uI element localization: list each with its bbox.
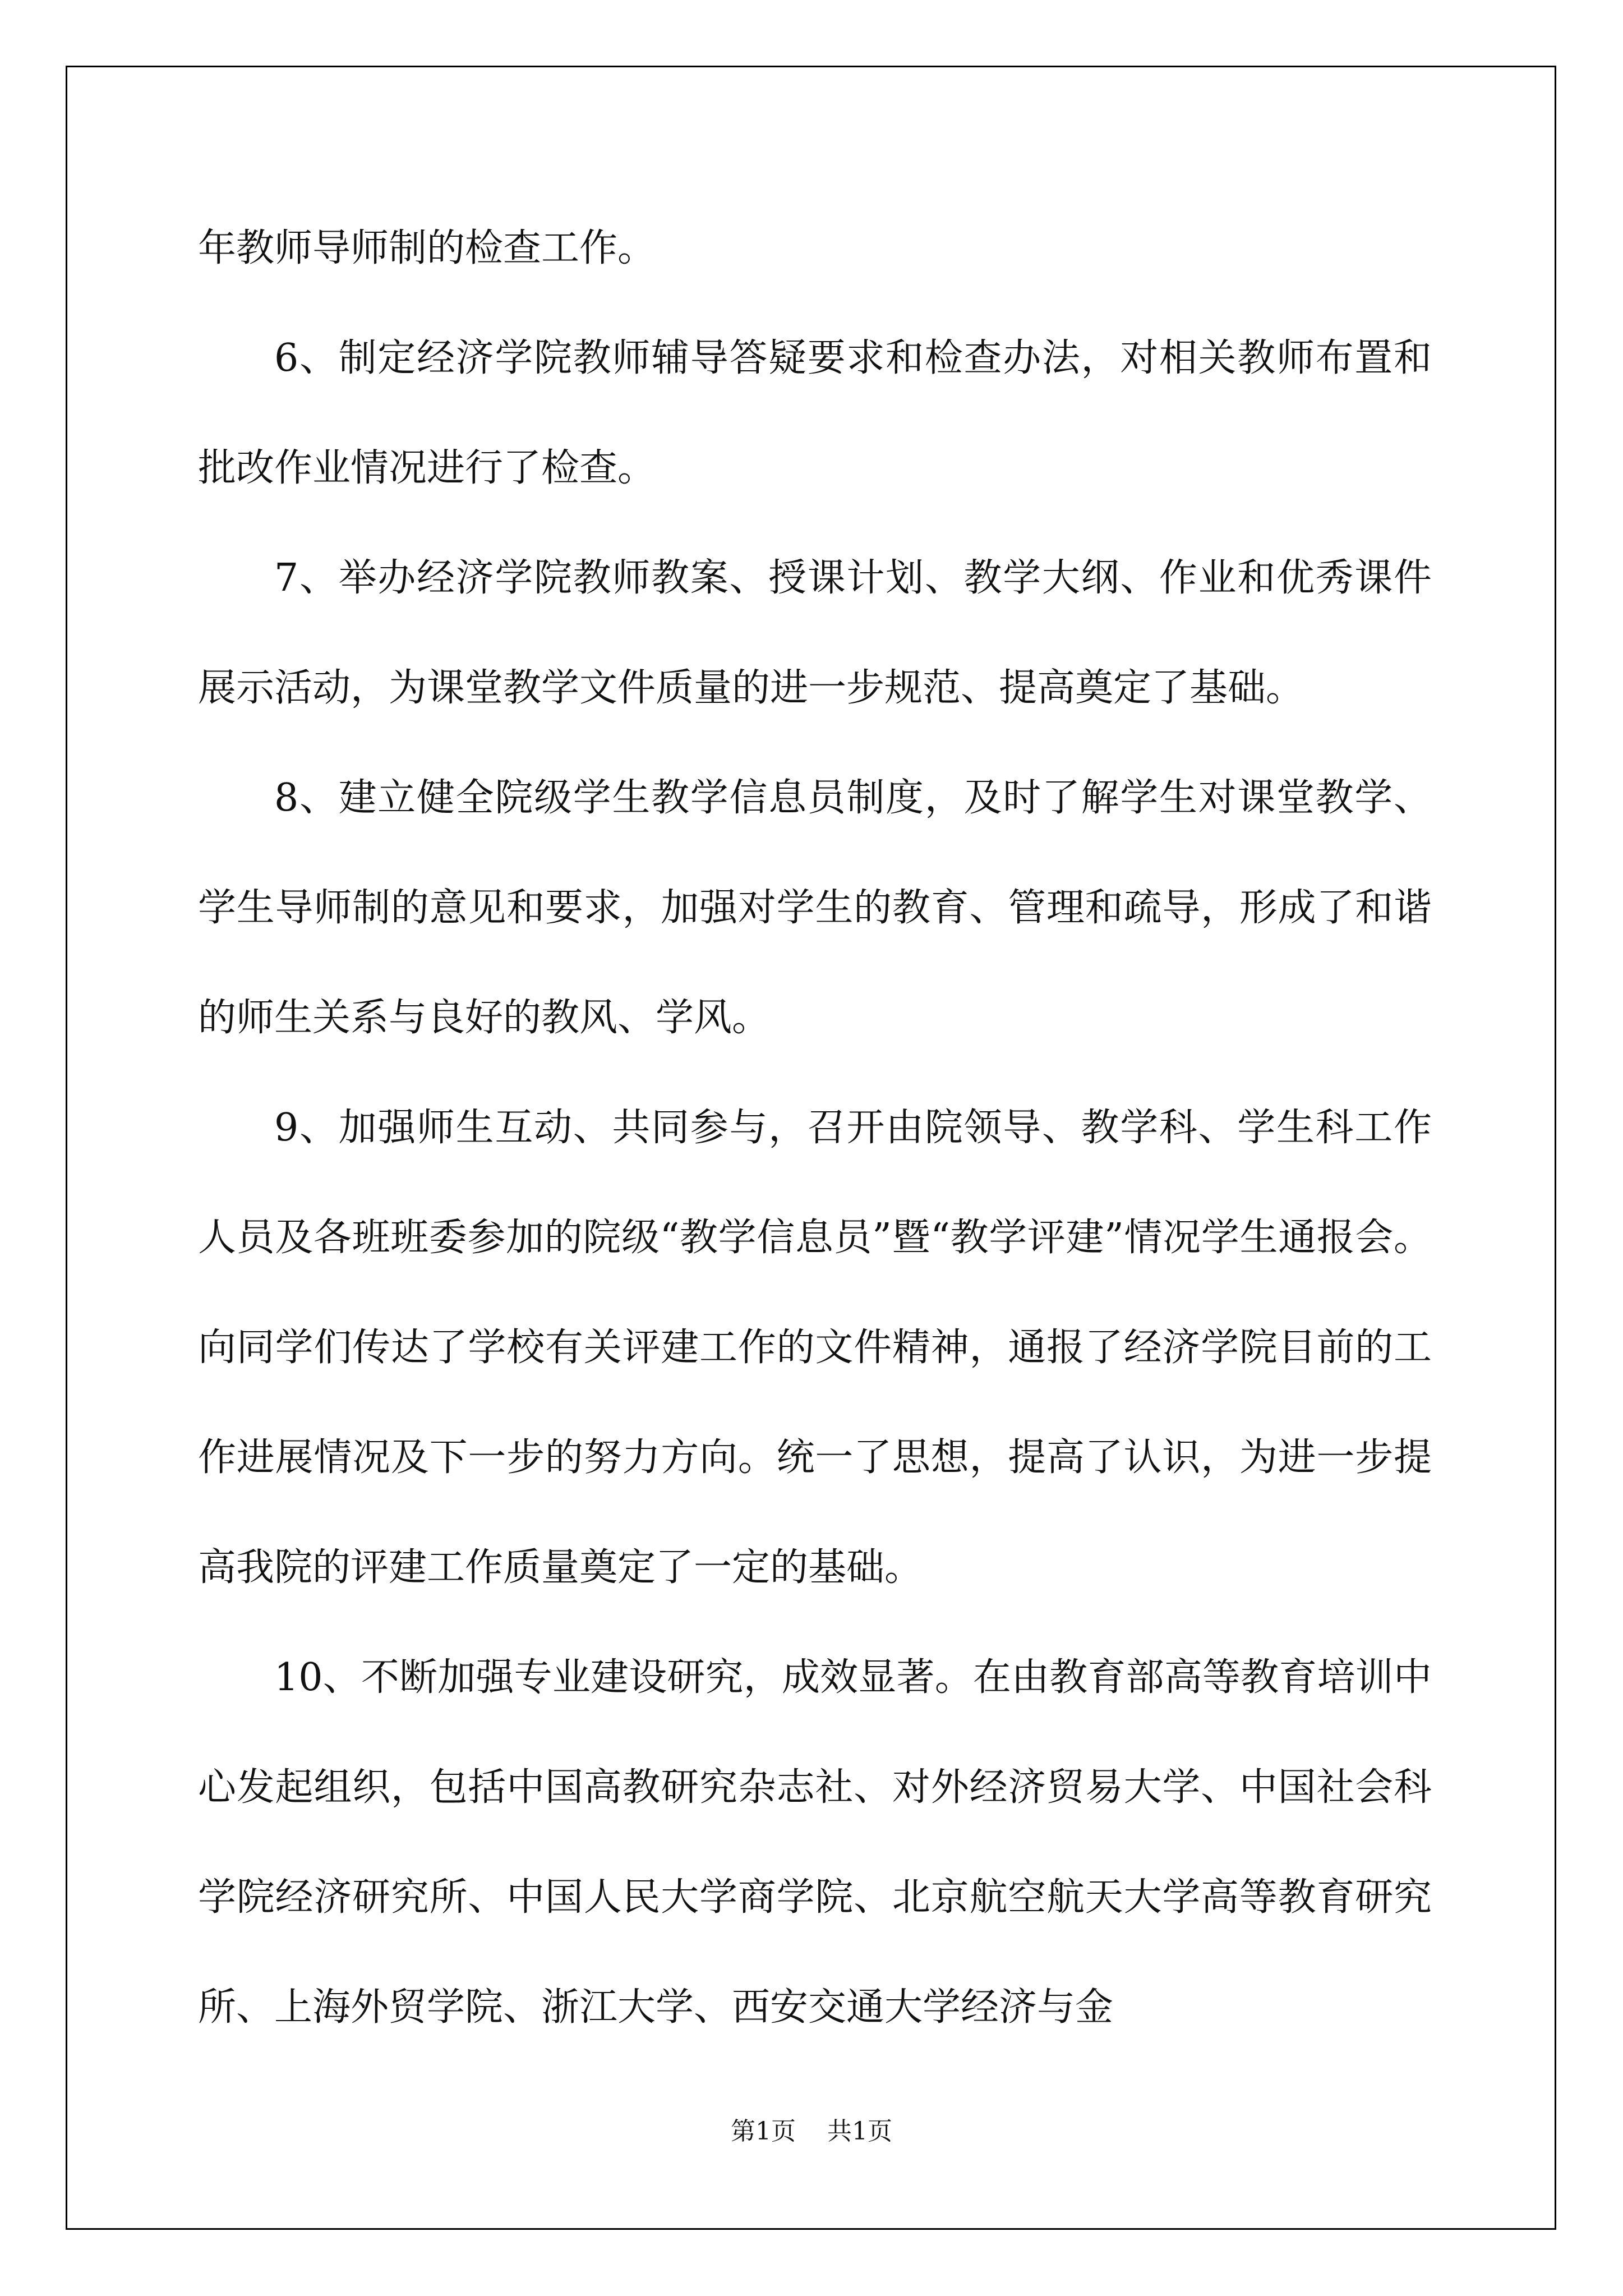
paragraph-1: 年教师导师制的检查工作。 [198, 226, 656, 270]
paragraph-2: 6、制定经济学院教师辅导答疑要求和检查办法，对相关教师布置和批改作业情况进行了检查。 [198, 336, 1432, 490]
page-total-label: 共1页 [827, 2117, 892, 2146]
paragraph-5: 9、加强师生互动、共同参与，召开由院领导、教学科、学生科工作人员及各班班委参加的院级“教学信息员”暨“教学评建”情况学生通报会。向同学们传达了学校有关评建工作的文件精神，通报了经济学院目前的工作进展情况及下一步的努力方向。统一了思想，提高了认识，为进一步提高我院的评建工作质量奠定了一定的基础。 [198, 1106, 1432, 1590]
paragraph-3: 7、举办经济学院教师教案、授课计划、教学大纲、作业和优秀课件展示活动，为课堂教学文件质量的进一步规范、提高奠定了基础。 [198, 556, 1432, 710]
paragraph-6: 10、不断加强专业建设研究，成效显著。在由教育部高等教育培训中心发起组织，包括中国高教研究杂志社、对外经济贸易大学、中国社会科学院经济研究所、中国人民大学商学院、北京航空航天大学高等教育研究所、上海外贸学院、浙江大学、西安交通大学经济与金 [198, 1655, 1432, 2030]
paragraph-4: 8、建立健全院级学生教学信息员制度，及时了解学生对课堂教学、学生导师制的意见和要求，加强对学生的教育、管理和疏导，形成了和谐的师生关系与良好的教风、学风。 [198, 776, 1432, 1040]
page-number-label: 第1页 [731, 2117, 796, 2146]
document-body [198, 194, 1432, 2063]
page-footer [0, 2115, 1623, 2148]
